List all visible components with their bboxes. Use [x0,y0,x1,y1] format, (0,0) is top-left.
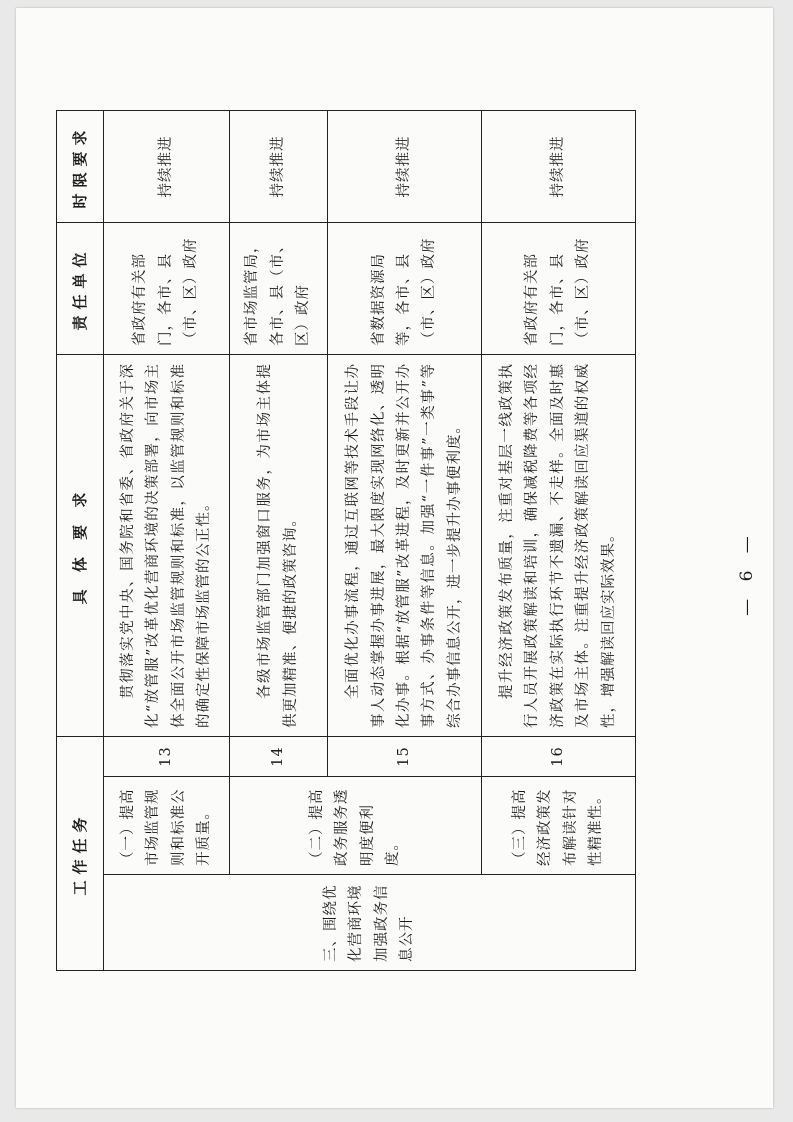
subtask-cell: （二）提高政务服务透明度便利度。 [230,777,482,875]
category-cell: 三、围绕优化营商环境加强政务信息公开 [104,875,636,971]
header-task: 工作任务 [57,736,104,970]
table-row [104,110,230,970]
row-number: 16 [482,736,636,776]
rotated-table-area [56,111,636,971]
document-page [16,8,773,1108]
unit-cell: 省政府有关部门，各市、县（市、区）政府 [482,222,636,354]
row-number: 14 [230,736,328,776]
subtask-cell: （三）提高经济政策发布解读针对性精准性。 [482,777,636,875]
deadline-cell: 持续推进 [482,110,636,222]
header-deadline: 时限要求 [57,110,104,222]
row-number: 13 [104,736,230,776]
deadline-cell: 持续推进 [328,110,482,222]
header-requirement: 具 体 要 求 [57,354,104,736]
requirement-cell: 各级市场监管部门加强窗口服务，为市场主体提供更加精准、便捷的政策咨询。 [230,354,328,736]
page-number: — 6 — [736,530,757,616]
deadline-cell: 持续推进 [104,110,230,222]
work-task-table [56,110,636,971]
unit-cell: 省数据资源局等，各市、县（市、区）政府 [328,222,482,354]
row-number: 15 [328,736,482,776]
requirement-cell: 提升经济政策发布质量，注重对基层一线政策执行人员开展政策解读和培训，确保减税降费等各项经济政策在实际执行环节不遗漏、不走样。全面及时惠及市场主体。注重提升经济政策解读回应渠道的权威性，增强解读回应实际效果。 [482,354,636,736]
deadline-cell: 持续推进 [230,110,328,222]
subtask-cell: （一）提高市场监管规则和标准公开质量。 [104,777,230,875]
requirement-cell: 贯彻落实党中央、国务院和省委、省政府关于深化“放管服”改革优化营商环境的决策部署，向市场主体全面公开市场监管规则和标准，以监管规则和标准的确定性保障市场监管的公正性。 [104,354,230,736]
table-header-row [57,110,104,970]
table-row [482,110,636,970]
table-row [230,110,328,970]
unit-cell: 省政府有关部门，各市、县（市、区）政府 [104,222,230,354]
unit-cell: 省市场监管局，各市、县（市、区）政府 [230,222,328,354]
requirement-cell: 全面优化办事流程，通过互联网等技术手段让办事人动态掌握办事进展，最大限度实现网络化、透明化办事。根据“放管服”改革进程，及时更新并公开办事方式、办事条件等信息。加强“一件事”一类事”等综合办事信息公开，进一步提升办事便利度。 [328,354,482,736]
header-unit: 责任单位 [57,222,104,354]
